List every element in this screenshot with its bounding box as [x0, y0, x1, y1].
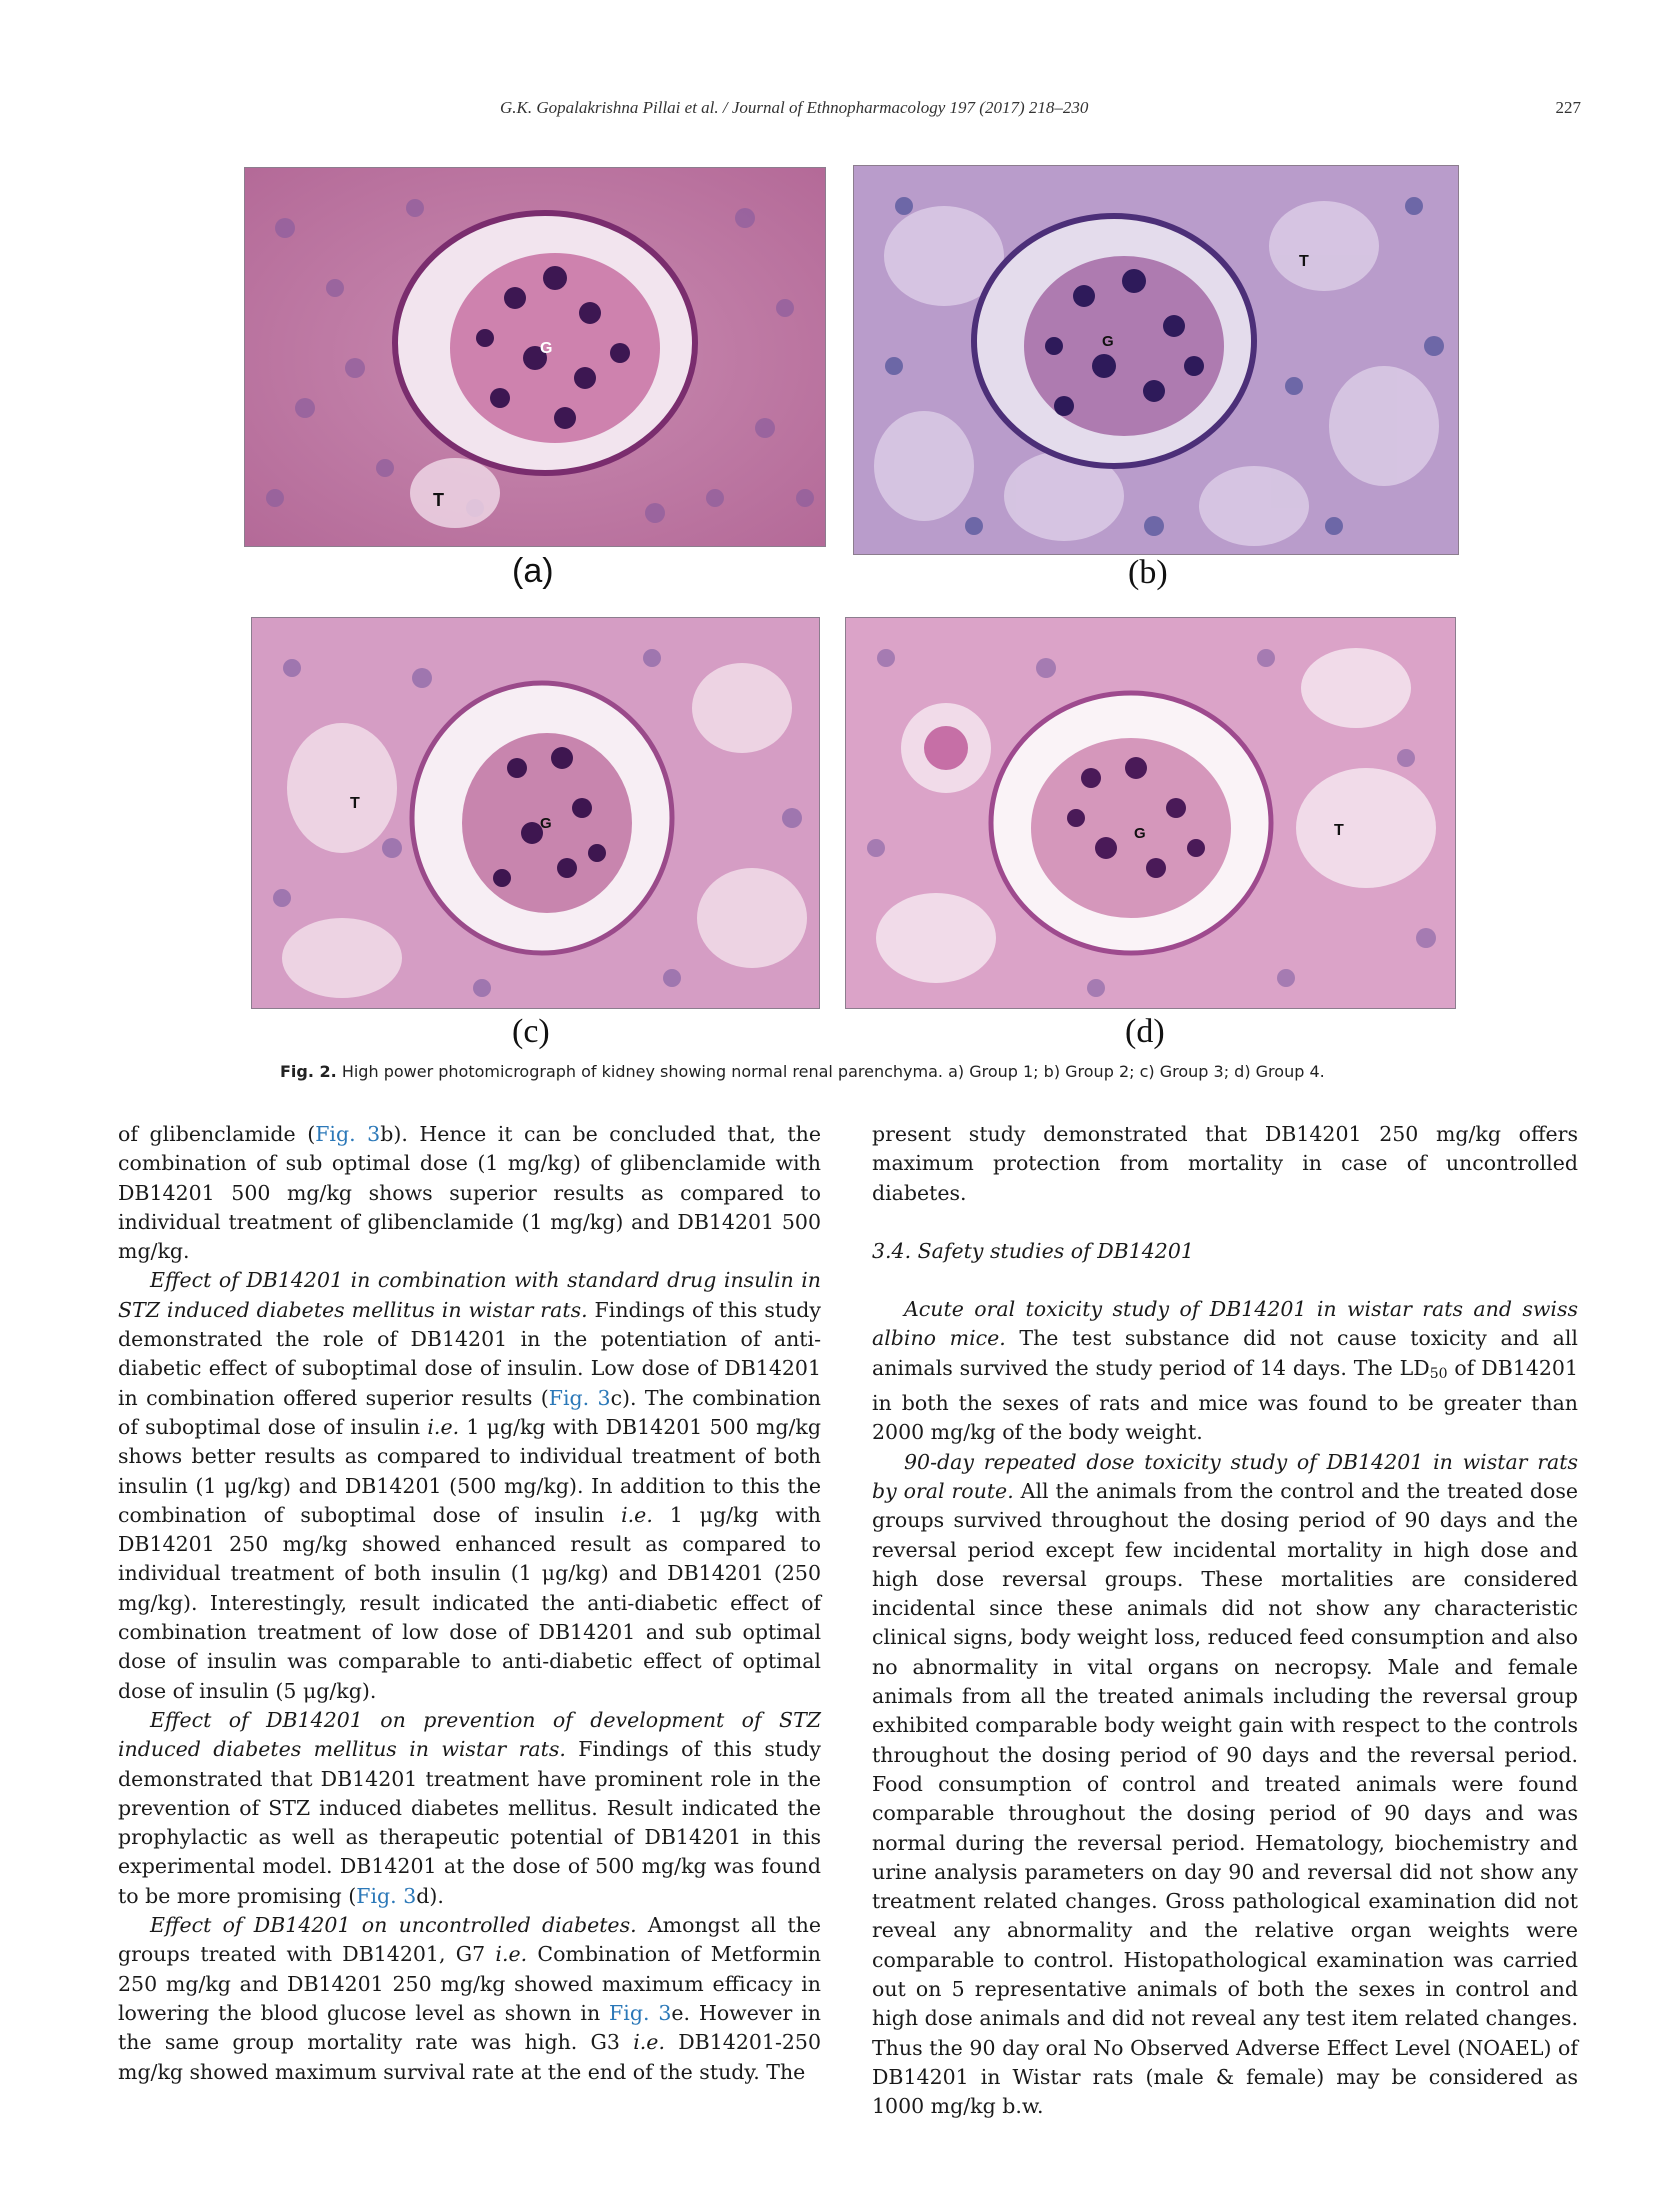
micrograph-c-image	[252, 618, 819, 1008]
paragraph-title: Effect of DB14201 on uncontrolled diabetes.	[150, 1913, 637, 1938]
panel-c-marker-t: T	[350, 795, 360, 812]
paragraph-title: Effect of DB14201 on prevention of development of STZ induced diabetes mellitus in wistar rats.	[118, 1707, 821, 1762]
micrograph-panel-d	[845, 617, 1456, 1009]
panel-a-marker-g: G	[540, 340, 553, 357]
paragraph-title: Acute oral toxicity study of DB14201 in wistar rats and swiss albino mice.	[872, 1297, 1578, 1351]
paragraph-title: Effect of DB14201 in combination with standard drug insulin in STZ induced diabetes mellitus in wistar rats.	[118, 1268, 821, 1322]
panel-label-d: (d)	[1125, 1013, 1165, 1050]
micrograph-a-image	[245, 168, 825, 546]
right-paragraph-1: present study demonstrated that DB14201 250 mg/kg offers maximum protection from mortality in case of uncontrolled diabetes.	[872, 1122, 1578, 1205]
right-paragraph-2: Acute oral toxicity study of DB14201 in wistar rats and swiss albino mice. The test substance did not cause toxicity and all animals survived the study period of 14 days. The $LD_{50}$ of DB14201 in both the sexes of rats and mice was found to be greater than 2000 mg/kg of the body weight.	[872, 1297, 1578, 1445]
panel-label-a: (a)	[512, 552, 554, 590]
running-head: G.K. Gopalakrishna Pillai et al. / Journal of Ethnopharmacology 197 (2017) 218–230	[500, 98, 1089, 117]
page-number: 227	[1555, 98, 1581, 117]
figure-caption-text: High power photomicrograph of kidney showing normal renal parenchyma. a) Group 1; b) Group 2; c) Group 3; d) Group 4.	[341, 1062, 1325, 1081]
fig-3-link[interactable]: Fig. 3	[315, 1122, 381, 1146]
fig-3-link[interactable]: Fig. 3	[356, 1883, 417, 1908]
section-heading: 3.4. Safety studies of DB14201	[872, 1238, 1194, 1263]
panel-d-marker-t: T	[1334, 822, 1344, 839]
right-paragraph-3: 90-day repeated dose toxicity study of DB14201 in wistar rats by oral route. All the animals from the control and the treated dose groups survived throughout the dosing period of 90 days and the reversal period except few incidental mortality in high dose and high dose reversal groups. These mortalities are considered incidental since these animals did not show any characteristic clinical signs, body weight loss, reduced feed consumption and also no abnormality in vital organs on necropsy. Male and female animals from all the treated animals including the reversal group exhibited comparable body weight gain with respect to the controls throughout the dosing period of 90 days and the reversal period. Food consumption of control and treated animals were found comparable throughout the dosing period of 90 days and was normal during the reversal period. Hematology, biochemistry and urine analysis parameters on day 90 and reversal did not show any treatment related changes. Gross pathological examination did not reveal any abnormality and the relative organ weights were comparable to control. Histopathological examination was carried out on 5 representative animals of both the sexes in control and high dose animals and did not reveal any test item related changes. Thus the 90 day oral No Observed Adverse Effect Level (NOAEL) of DB14201 in Wistar rats (male & female) may be considered as 1000 mg/kg b.w.	[872, 1449, 1579, 2119]
micrograph-panel-b	[853, 165, 1459, 555]
right-column	[872, 1120, 1578, 2122]
fig-3-link[interactable]: Fig. 3	[609, 2000, 672, 2025]
panel-c-marker-g: G	[540, 815, 552, 832]
micrograph-b-image	[854, 166, 1458, 554]
left-paragraph-4: Effect of DB14201 on uncontrolled diabetes. Amongst all the groups treated with DB14201, G7 i.e. Combination of Metformin 250 mg/kg and DB14201 250 mg/kg showed maximum efficacy in lowering the blood glucose level as shown in Fig. 3e. However in the same group mortality rate was high. G3 i.e. DB14201-250 mg/kg showed maximum survival rate at the end of the study. The	[118, 1913, 821, 2084]
left-paragraph-3: Effect of DB14201 on prevention of development of STZ induced diabetes mellitus in wistar rats. Findings of this study demonstrated that DB14201 treatment have prominent role in the prevention of STZ induced diabetes mellitus. Result indicated the prophylactic as well as therapeutic potential of DB14201 in this experimental model. DB14201 at the dose of 500 mg/kg was found to be more promising (Fig. 3d).	[118, 1707, 822, 1908]
left-paragraph-1: of glibenclamide (Fig. 3b). Hence it can be concluded that, the combination of sub optimal dose (1 mg/kg) of glibenclamide with DB14201 500 mg/kg shows superior results as compared to individual treatment of glibenclamide (1 mg/kg) and DB14201 500 mg/kg.	[118, 1122, 821, 1264]
paragraph-title: 90-day repeated dose toxicity study of DB14201 in wistar rats by oral route.	[872, 1449, 1578, 1503]
micrograph-panel-c	[251, 617, 820, 1009]
panel-label-b: (b)	[1128, 554, 1168, 591]
panel-d-marker-g: G	[1134, 825, 1146, 842]
fig-3-link[interactable]: Fig. 3	[548, 1385, 611, 1410]
left-column	[118, 1120, 821, 2087]
left-paragraph-2: Effect of DB14201 in combination with standard drug insulin in STZ induced diabetes mellitus in wistar rats. Findings of this study demonstrated the role of DB14201 in the potentiation of anti-diabetic effect of suboptimal dose of insulin. Low dose of DB14201 in combination offered superior results (Fig. 3c). The combination of suboptimal dose of insulin i.e. 1 μg/kg with DB14201 500 mg/kg shows better results as compared to individual treatment of both insulin (1 μg/kg) and DB14201 (500 mg/kg). In addition to this the combination of suboptimal dose of insulin i.e. 1 μg/kg with DB14201 250 mg/kg showed enhanced result as compared to individual treatment of both insulin (1 μg/kg) and DB14201 (250 mg/kg). Interestingly, result indicated the anti-diabetic effect of combination treatment of low dose of DB14201 and sub optimal dose of insulin was comparable to anti-diabetic effect of optimal dose of insulin (5 μg/kg).	[118, 1268, 821, 1703]
micrograph-d-image	[846, 618, 1455, 1008]
panel-a-marker-t: T	[433, 490, 444, 510]
panel-b-marker-g: G	[1102, 333, 1114, 350]
panel-b-marker-t: T	[1299, 253, 1309, 270]
figure-caption	[280, 1062, 1480, 1081]
micrograph-panel-a	[244, 167, 826, 547]
panel-label-c: (c)	[512, 1013, 550, 1050]
figure-caption-label: Fig. 2.	[280, 1062, 337, 1081]
